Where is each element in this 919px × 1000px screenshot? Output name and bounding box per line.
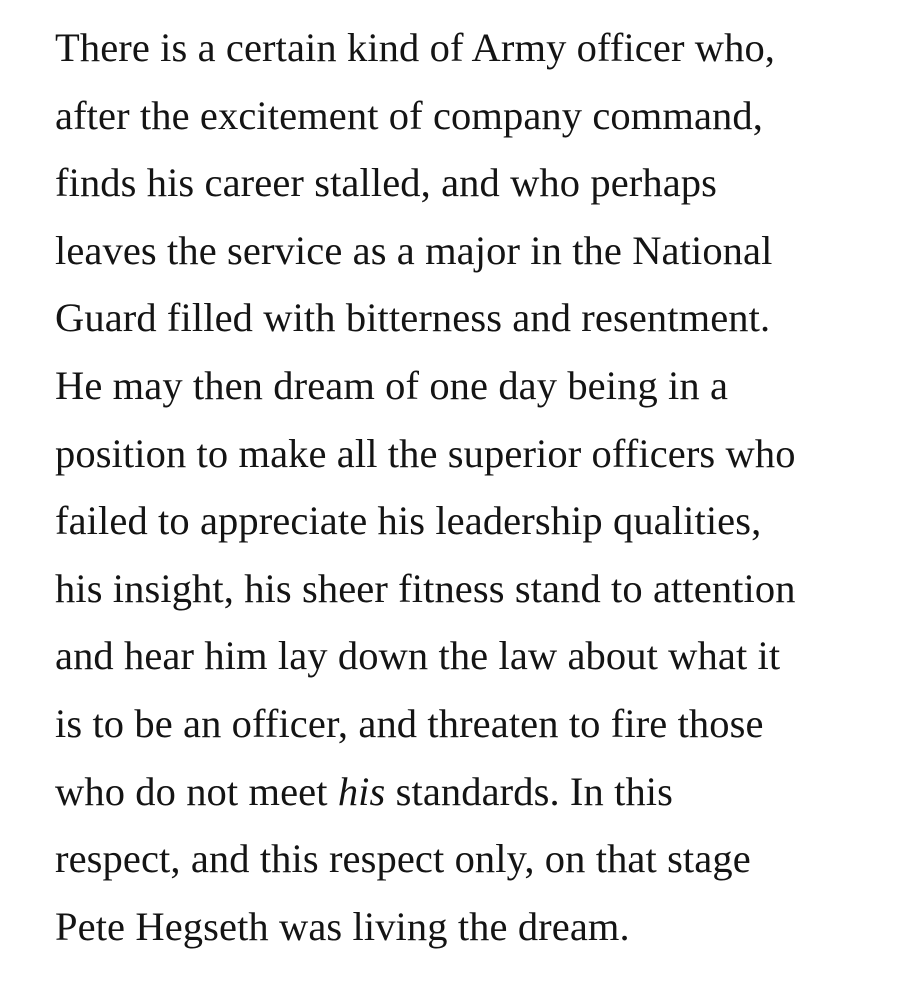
text-segment: who do not meet bbox=[55, 768, 338, 814]
text-line: respect, and this respect only, on that stage bbox=[55, 836, 751, 882]
text-line: after the excitement of company command, bbox=[55, 92, 763, 138]
text-line: position to make all the superior officers who bbox=[55, 430, 796, 476]
text-line: He may then dream of one day being in a bbox=[55, 362, 729, 408]
text-line: and hear him lay down the law about what it bbox=[55, 633, 781, 679]
article-passage bbox=[55, 14, 905, 960]
text-line: There is a certain kind of Army officer who, bbox=[55, 25, 776, 70]
text-line: his insight, his sheer fitness stand to attention bbox=[55, 565, 796, 611]
text-line: Pete Hegseth was living the dream. bbox=[55, 903, 630, 949]
text-line: leaves the service as a major in the National bbox=[55, 227, 773, 273]
text-line: Guard filled with bitterness and resentment. bbox=[55, 295, 771, 341]
italic-emphasis: his bbox=[337, 768, 386, 814]
text-line: finds his career stalled, and who perhaps bbox=[55, 160, 718, 206]
text-segment: standards. In this bbox=[385, 768, 674, 814]
text-line: is to be an officer, and threaten to fire those bbox=[55, 700, 764, 746]
text-line: failed to appreciate his leadership qualities, bbox=[55, 498, 762, 544]
text-line-with-emphasis bbox=[55, 758, 905, 826]
